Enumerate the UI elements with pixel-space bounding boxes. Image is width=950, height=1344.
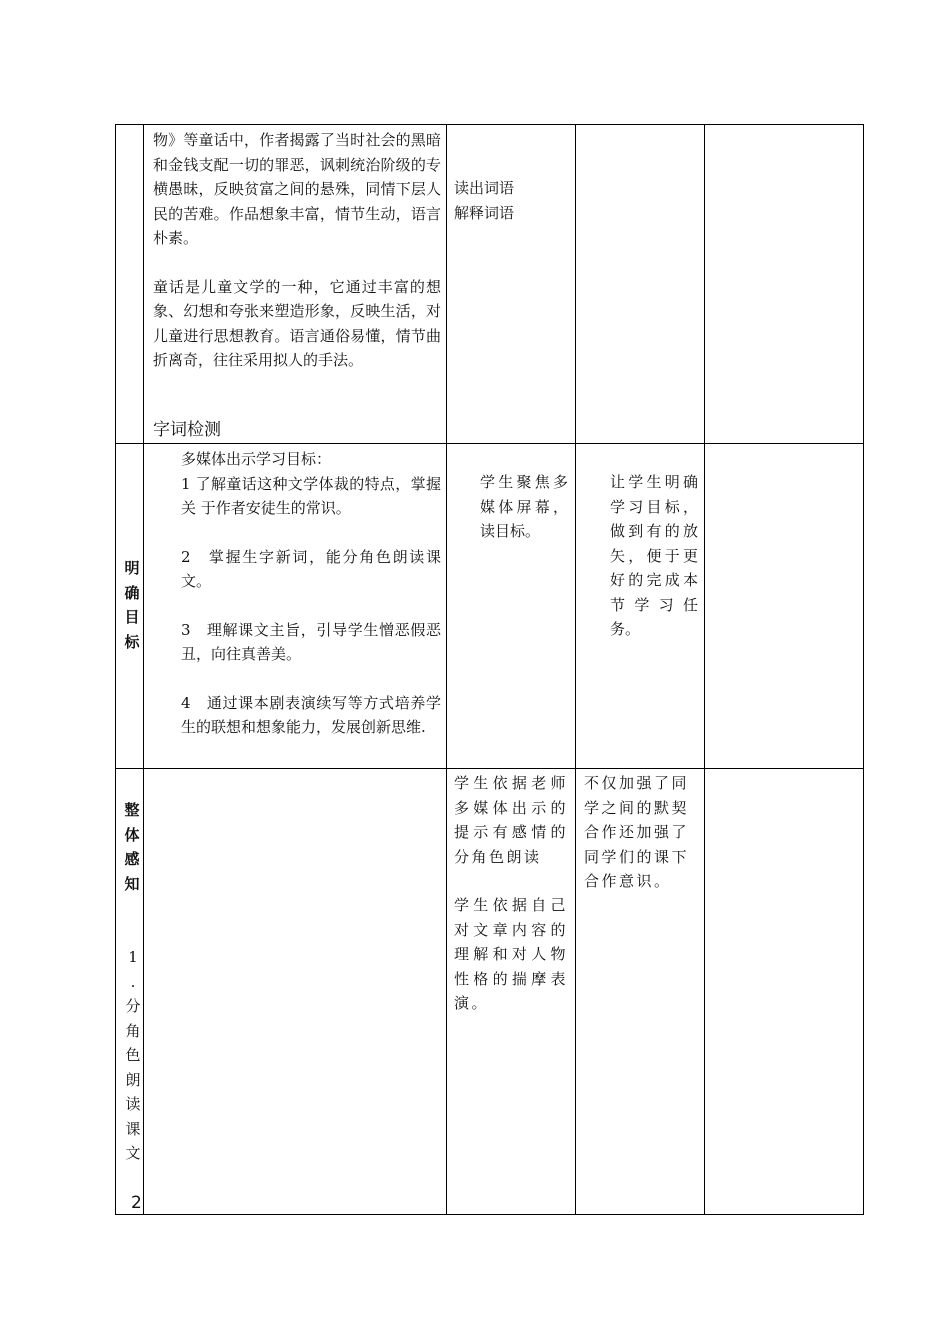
row-divider-1 <box>115 443 864 444</box>
row2-student-activity: 学生聚焦多媒体屏幕，读目标。 <box>480 473 568 540</box>
row1-student-activity <box>454 176 570 225</box>
col-border-label <box>143 124 144 1215</box>
row1-student-line-2: 解释词语 <box>454 203 515 222</box>
row2-design-intent: 让学生明确学习目标，做到有的放矢，便于更好的完成本节学习任务。 <box>610 473 698 638</box>
row3-student-paragraph-2: 学生依据自己对文章内容的理解和对人物性格的揣摩表演。 <box>454 896 568 1012</box>
row1-student-line-1: 读出词语 <box>454 179 515 197</box>
row1-paragraph-1: 物》等童话中，作者揭露了当时社会的黑暗和金钱支配一切的罪恶，讽刺统治阶级的专横愚昧，反映贫富之间的悬殊，同情下层人民的苦难。作品想象丰富，情节生动，语言朴素。 <box>153 131 441 247</box>
row3-student-paragraph-1: 学生依据老师多媒体出示的提示有感情的分角色朗读 <box>454 774 568 866</box>
table-top-border <box>115 124 864 125</box>
row1-content <box>153 128 441 373</box>
row2-goal-3: 3 理解课文主旨，引导学生憎恶假恶丑，向往真善美。 <box>181 620 441 663</box>
col-border-intent <box>704 124 705 1215</box>
col-border-right <box>863 124 864 1215</box>
row-divider-2 <box>115 768 864 769</box>
row2-goals <box>181 447 441 740</box>
row1-subheading: 字词检测 <box>153 420 221 440</box>
row2-goal-1: 1 了解童话这种文学体裁的特点，掌握关 于作者安徒生的常识。 <box>181 474 441 517</box>
row3-design-intent: 不仅加强了同学之间的默契合作还加强了同学们的课下合作意识。 <box>584 774 690 890</box>
row2-label: 明 确 目 标 <box>124 559 140 651</box>
col-border-left <box>115 124 116 1215</box>
row3-sub-label: 1 . 分 角 色 朗 读 课 文 <box>125 948 141 1162</box>
col-border-content <box>446 124 447 1215</box>
row2-goal-4: 4 通过课本剧表演续写等方式培养学生的联想和想象能力，发展创新思维. <box>181 693 441 736</box>
row2-intro: 多媒体出示学习目标： <box>181 450 332 468</box>
row1-paragraph-2: 童话是儿童文学的一种，它通过丰富的想象、幻想和夸张来塑造形象，反映生活，对儿童进行思想教育。语言通俗易懂，情节曲折离奇，往往采用拟人的手法。 <box>153 277 441 369</box>
row3-student-activity <box>454 771 568 1016</box>
row2-goal-2: 2 掌握生字新词，能分角色朗读课文。 <box>181 547 441 590</box>
page-number: 2 <box>131 1193 142 1213</box>
row3-label: 整 体 感 知 <box>124 801 140 893</box>
table-bottom-border <box>115 1214 864 1215</box>
col-border-student <box>575 124 576 1215</box>
